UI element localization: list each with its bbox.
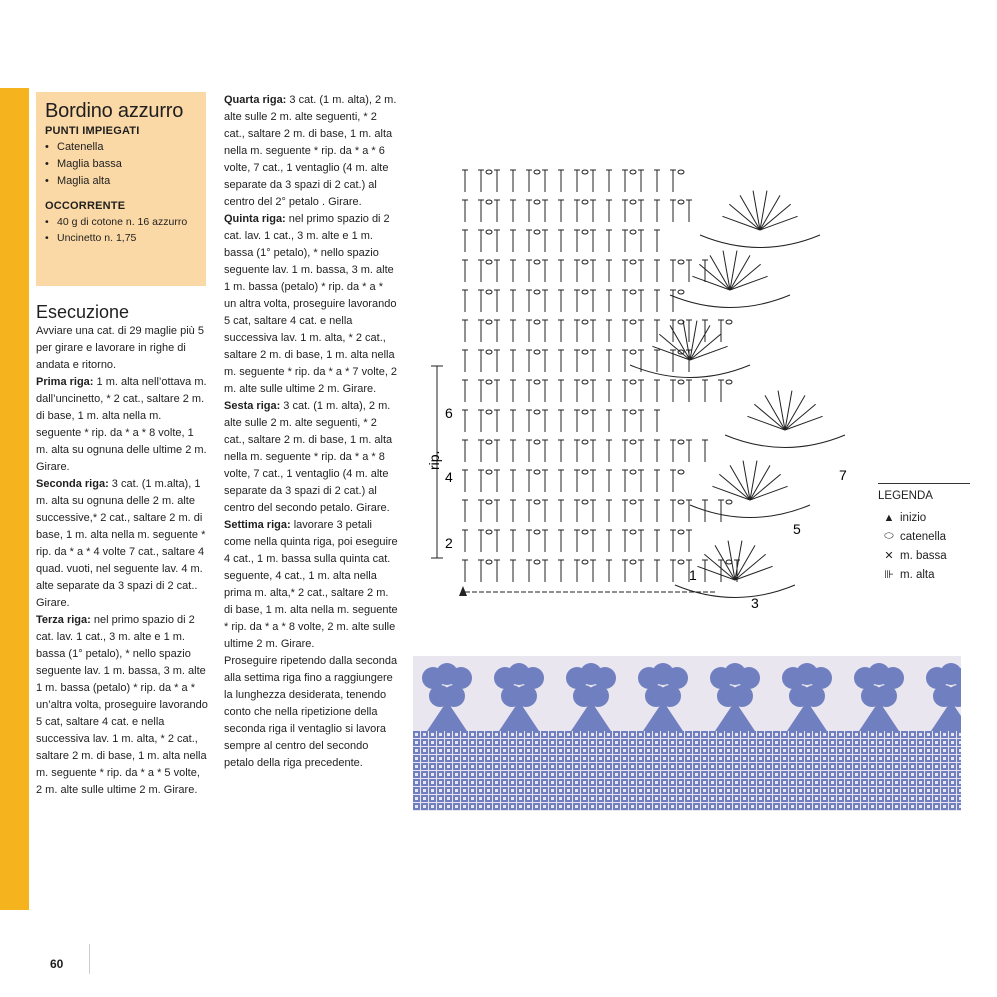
list-item: • 40 g di cotone n. 16 azzurro <box>45 214 197 230</box>
row-label: Quinta riga: <box>224 213 286 225</box>
legend-label: catenella <box>900 530 947 543</box>
divider <box>89 944 90 974</box>
list-item: • Catenella <box>45 139 197 156</box>
treble-stitch-icon: ⊪ <box>884 569 894 581</box>
page-title: Bordino azzurro <box>45 100 184 122</box>
punti-heading: PUNTI IMPIEGATI <box>45 125 140 137</box>
row-number: 1 <box>689 567 697 583</box>
instructions-column-2 <box>224 92 398 772</box>
closing-paragraph: Proseguire ripetendo dalla seconda alla settima riga fino a raggiungere la lunghezza desiderata, tenendo conto che nella ripetizione della seconda riga il ventaglio si lavora sempre al centro del secondo petalo della riga precedente. <box>224 655 398 769</box>
lace-photo <box>413 656 961 811</box>
materials-box <box>36 92 206 286</box>
row-number: 4 <box>445 469 453 485</box>
list-item: • Uncinetto n. 1,75 <box>45 230 197 246</box>
row-instruction <box>224 211 398 398</box>
row-text: nel primo spazio di 2 cat. lav. 1 cat., 3 m. alte e 1 m. bassa (1° petalo), * nello spazio seguente lav. 1 m. bassa, 3 m. alte 1 m. bassa (petalo) * rip. da * a * un’altra volta, proseguire lavorando 5 cat, saltare 4 cat. e nella successiva lav. 1 m. alta, * 2 cat., saltare 2 m. di base, 1 m. alta nella m. seguente * rip. da * a * 5 volte, 2 m. alte sulle ultime 2 m. Girare. <box>36 614 208 796</box>
legend-item <box>878 546 970 565</box>
start-triangle-icon: ▲ <box>883 511 895 524</box>
row-number: 3 <box>751 595 759 611</box>
intro-paragraph: Avviare una cat. di 29 maglie più 5 per girare e lavorare in righe di andata e ritorno. <box>36 325 204 371</box>
list-item: • Maglia alta <box>45 173 197 190</box>
rip-label: rip. <box>426 450 442 470</box>
accent-sidebar <box>0 88 29 910</box>
row-label: Quarta riga: <box>224 94 287 106</box>
row-number: 7 <box>839 467 847 483</box>
legend-item <box>878 527 970 546</box>
row-text: 1 m. alta nell’ottava m. dall’uncinetto, * 2 cat., saltare 2 m. di base, 1 m. alta nella m. seguente * rip. da * a * 8 volte, 1 m. alta su ognuna delle ultime 2 m. Girare. <box>36 376 207 473</box>
legend-title: LEGENDA <box>878 483 970 502</box>
cross-icon: ✕ <box>884 550 894 562</box>
chain-oval-icon: ⬭ <box>884 530 894 542</box>
row-label: Seconda riga: <box>36 478 109 490</box>
legend-label: m. bassa <box>900 549 947 562</box>
legend-label: inizio <box>900 511 927 524</box>
row-instruction <box>224 92 398 211</box>
row-text: nel primo spazio di 2 cat. lav. 1 cat., 3 m. alte e 1 m. bassa (1° petalo), * nello spazio seguente lav. 1 m. bassa, 3 m. alte 1 m. bassa (petalo) * rip. da * a * un altra volta, proseguire lavorando 5 cat, saltare 4 cat. e nella successiva lav. 1 m. alta, * 2 cat., saltare 2 m. di base, 1 m. alta nella m. seguente * rip. da * a * 7 volte, 2 m. alte sulle ultime 2 m. Girare. <box>224 213 398 395</box>
punti-list <box>45 139 197 190</box>
section-heading: Esecuzione <box>36 302 130 322</box>
row-text: 3 cat. (1 m. alta), 2 m. alte sulle 2 m. alte seguenti, * 2 cat., saltare 2 m. di base, 1 m. alta nella m. seguente * rip. da * a * 6 volte, 7 cat., 1 ventaglio (4 m. alte separate da 3 spazi di 2 cat.) al centro del 2° petalo . Girare. <box>224 94 397 208</box>
list-item: • Maglia bassa <box>45 156 197 173</box>
row-label: Settima riga: <box>224 519 291 531</box>
row-label: Sesta riga: <box>224 400 281 412</box>
occorrente-list <box>45 214 197 246</box>
crochet-diagram <box>415 140 895 620</box>
row-text: lavorare 3 petali come nella quinta riga, poi eseguire 4 cat., 1 m. bassa sulla quinta cat. seguente, 4 cat., 1 m. alta nella prima m. alta,* 2 cat., saltare 2 m. di base, 1 m. alta nella m. seguente * rip. da * a * 8 volte, 2 m. alte sulle ultime 2 m. Girare. <box>224 519 398 650</box>
row-label: Terza riga: <box>36 614 91 626</box>
row-instruction <box>36 476 208 612</box>
row-number: 5 <box>793 521 801 537</box>
occorrente-heading: OCCORRENTE <box>45 200 126 212</box>
row-text: 3 cat. (1 m. alta), 2 m. alte sulle 2 m. alte seguenti, * 2 cat., saltare 2 m. di base, 1 m. alta nella m. seguente * rip. da * a * 8 volte, 7 cat., 1 ventaglio (4 m. alte separate da 3 spazi di 2 cat.) al centro del secondo petalo. Girare. <box>224 400 393 514</box>
row-number: 2 <box>445 535 453 551</box>
start-marker-icon <box>459 586 467 596</box>
instructions-column-1 <box>36 302 208 799</box>
row-instruction <box>224 517 398 653</box>
row-instruction <box>36 612 208 799</box>
row-number: 6 <box>445 405 453 421</box>
row-instruction <box>224 398 398 517</box>
legend-item <box>878 508 970 527</box>
legend <box>878 483 970 584</box>
row-label: Prima riga: <box>36 376 94 388</box>
page-number: 60 <box>50 957 64 971</box>
legend-item <box>878 565 970 584</box>
row-text: 3 cat. (1 m.alta), 1 m. alta su ognuna delle 2 m. alte successive,* 2 cat., saltare 2 m. di base, 1 m. alta nella m. seguente * rip. da * a * 4 volte 7 cat., saltare 4 quad. vuoti, nel seguente lav. 4 m. alte separate da 3 spazi di 2 cat.. Girare. <box>36 478 206 609</box>
row-instruction <box>36 374 208 476</box>
legend-label: m. alta <box>900 568 935 581</box>
